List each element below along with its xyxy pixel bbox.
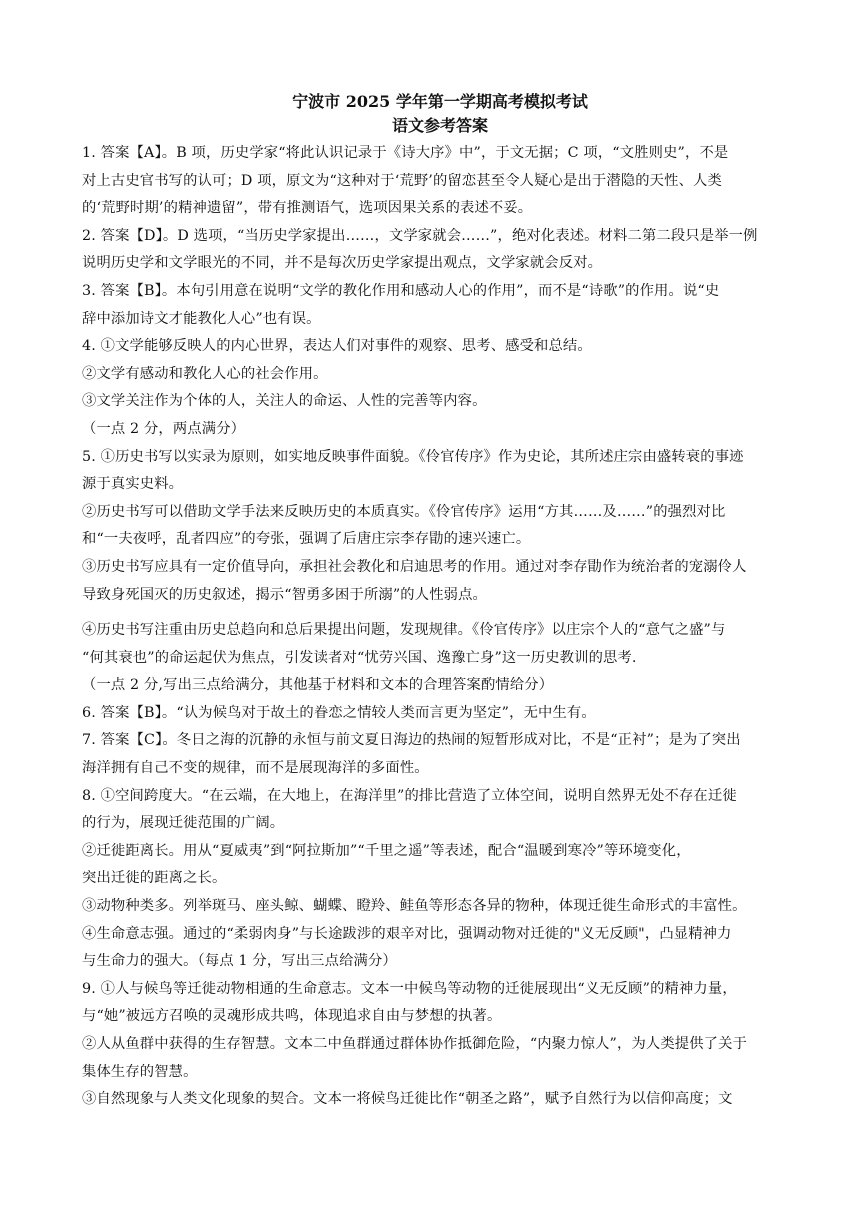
text-line: 突出迁徙的距离之长。 [82,870,227,887]
text-line: ③动物种类多。列举斑马、座头鲸、蝴蝶、瞪羚、鲑鱼等形态各异的物种，体现迁徙生命形式的丰富性。 [82,898,747,915]
text-line: 2. 答案【D】。D 选项，“当历史学家提出……，文学家就会……”，绝对化表述。材料二第二段只是举一例 [82,227,758,244]
text-line: 集体生存的智慧。 [82,1063,198,1080]
text-line: ③历史书写应具有一定价值导向，承担社会教化和启迪思考的作用。通过对李存勖作为统治者的宠溺伶人 [82,558,747,575]
answer-body [82,140,788,1114]
page-title: 宁波市 2025 学年第一学期高考模拟考试 [292,92,588,111]
text-line: 的行为，展现迁徙范围的广阔。 [82,815,285,832]
text-line: 9. ①人与候鸟等迁徙动物相通的生命意志。文本一中候鸟等动物的迁徙展现出“义无反顾”的精神力量， [82,980,737,997]
text-line: 对上古史官书写的认可；D 项，原文为“这种对于‘荒野’的留恋甚至令人疑心是出于潜隐的天性、人类 [82,172,722,189]
text-line: 源于真实史料。 [82,476,184,493]
text-line: 5. ①历史书写以实录为原则，如实地反映事件面貌。《伶官传序》作为史论，其所述庄宗由盛转衰的事迹 [82,448,744,465]
text-line: ②文学有感动和教化人心的社会作用。 [82,365,328,382]
text-line: “何其衰也”的命运起伏为焦点，引发读者对“忧劳兴国、逸豫亡身”这一历史教训的思考. [82,649,637,666]
text-line: 1. 答案【A】。B 项，历史学家“将此认识记录于《诗大序》中”，于文无据；C 项，“文胜则史”，不是 [82,145,729,161]
text-line: 8. ①空间跨度大。“在云端，在大地上，在海洋里”的排比营造了立体空间，说明自然界无处不存在迁徙 [82,787,737,804]
text-line: 的‘荒野时期’的精神遗留”，带有推测语气，选项因果关系的表述不妥。 [82,200,533,217]
text-line: ②人从鱼群中获得的生存智慧。文本二中鱼群通过群体协作抵御危险，“内聚力惊人”，为人类提供了关于 [82,1036,748,1052]
text-line: ④生命意志强。通过的“柔弱肉身”与长途跋涉的艰辛对比，强调动物对迁徙的"义无反顾"，凸显精神力 [82,925,732,942]
text-line: 3. 答案【B】。本句引用意在说明“文学的教化作用和感动人心的作用”，而不是“诗歌”的作用。说“史 [82,282,720,299]
text-line: 和“一夫夜呼，乱者四应”的夸张，强调了后唐庄宗李存勖的速兴速亡。 [82,531,531,548]
text-line: ④历史书写注重由历史总趋向和总后果提出问题，发现规律。《伶官传序》以庄宗个人的“意气之盛”与 [82,622,726,639]
text-line: 4. ①文学能够反映人的内心世界，表达人们对事件的观察、思考、感受和总结。 [82,338,592,355]
text-line: （一点 2 分，两点满分） [82,420,246,437]
text-line: ②历史书写可以借助文学手法来反映历史的本质真实。《伶官传序》运用“方其……及……”的强烈对比 [82,503,726,520]
page-subtitle: 语文参考答案 [391,116,488,135]
text-line: 6. 答案【B】。“认为候鸟对于故土的眷恋之情较人类而言更为坚定”，无中生有。 [82,704,596,721]
text-line: （一点 2 分,写出三点给满分，其他基于材料和文本的合理答案酌情给分） [82,677,554,694]
text-line: 说明历史学和文学眼光的不同，并不是每次历史学家提出观点，文学家就会反对。 [82,255,603,272]
text-line: 导致身死国灭的历史叙述，揭示“智勇多困于所溺”的人性弱点。 [82,586,487,603]
text-line: 与“她”被远方召唤的灵魂形成共鸣，体现追求自由与梦想的执著。 [82,1008,502,1025]
text-line: 海洋拥有自己不变的规律，而不是展现海洋的多面性。 [82,760,429,777]
text-line: ②迁徙距离长。用从“夏威夷”到“阿拉斯加”“千里之遥”等表述，配合“温暖到寒冷”等环境变化， [82,842,691,859]
text-line: 与生命力的强大。（每点 1 分，写出三点给满分） [82,953,397,970]
text-line: 辞中添加诗文才能教化人心”也有误。 [82,310,321,327]
text-line: ③自然现象与人类文化现象的契合。文本一将候鸟迁徙比作“朝圣之路”，赋予自然行为以信仰高度；文 [82,1091,733,1108]
text-line: 7. 答案【C】。冬日之海的沉静的永恒与前文夏日海边的热闹的短暂形成对比，不是“正衬”；是为了突出 [82,732,741,749]
text-line: ③文学关注作为个体的人，关注人的命运、人性的完善等内容。 [82,393,487,410]
